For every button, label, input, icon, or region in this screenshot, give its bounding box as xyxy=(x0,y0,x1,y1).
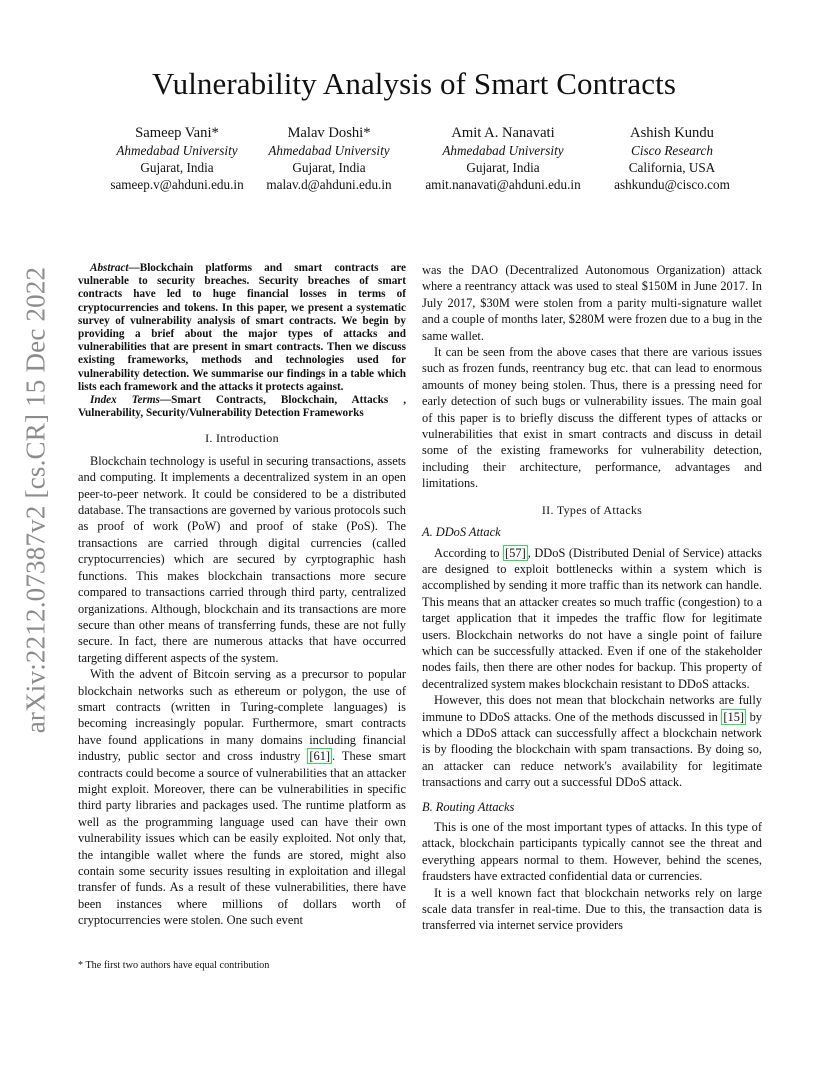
arxiv-identifier: arXiv:2212.07387v2 [cs.CR] 15 Dec 2022 xyxy=(20,266,51,734)
paragraph xyxy=(422,692,762,790)
index-terms-text: —Smart Contracts, Blockchain, Attacks , Vulnerability, Security/Vulnerability Detection Frameworks xyxy=(78,394,406,420)
paragraph-text: With the advent of Bitcoin serving as a precursor to popular blockchain networks such as ethereum or polygon, the use of smart contracts (written in Turing-complete languages) is becoming increasingly popular. Furthermore, smart contracts have found applications in many domains including financial industry, public sector and cross industry xyxy=(78,667,406,764)
author-location: Gujarat, India xyxy=(292,160,366,175)
abstract-lead: Abstract xyxy=(90,262,129,274)
right-column xyxy=(422,262,762,934)
author-name: Malav Doshi* xyxy=(287,125,371,141)
author-email: malav.d@ahduni.edu.in xyxy=(266,177,392,192)
author-name: Sameep Vani* xyxy=(135,125,219,141)
author-location: Gujarat, India xyxy=(140,160,214,175)
left-column xyxy=(78,262,406,929)
author-affiliation: Ahmedabad University xyxy=(268,143,390,158)
paragraph: It is a well known fact that blockchain networks rely on large scale data transfer in real-time. Due to this, the transaction data is transferred via internet service providers xyxy=(422,885,762,933)
author-affiliation: Ahmedabad University xyxy=(442,143,564,158)
paragraph: was the DAO (Decentralized Autonomous Organization) attack where a reentrancy attack was used to steal $150M in June 2017. In July 2017, $30M were stolen from a parity multi-signature wallet and a couple of months later, $280M were frozen due to a bug in the same wallet. xyxy=(422,263,762,343)
author-email: sameep.v@ahduni.edu.in xyxy=(110,177,244,192)
paragraph: This is one of the most important types of attacks. In this type of attack, blockchain participants typically cannot see the threat and everything appears normal to them. However, behind the scenes, fraudsters have extracted confidential data or currencies. xyxy=(422,820,762,884)
paragraph-text: , DDoS (Distributed Denial of Service) attacks are designed to exploit bottlenecks within a system which is accomplished by sending it more traffic than its network can handle. This means that an attacker creates so much traffic (congestion) to a target application that it impedes the traffic flow for legitimate users. Blockchain networks do not have a single point of failure which can be successfully attacked. Even if one of the stakeholder nodes fails, then there are other nodes for backup. This property of decentralized system makes blockchain resistant to DDoS attacks. xyxy=(422,545,762,691)
paragraph-text: . These smart contracts could become a source of vulnerabilities that an attacker might exploit. Moreover, there can be vulnerabilities in specific third party libraries and packages used. The runtime platform as well as the programming language used can have their own vulnerability issues which can be easily exploited. Not only that, the intangible wallet where the funds are stored, might also contain some security issues resulting in exploitation and illegal transfer of funds. As a result of these vulnerabilities, there have been instances where millions of dollars worth of cryptocurrencies were stolen. One such event xyxy=(78,749,406,928)
author-block xyxy=(239,125,419,193)
author-location: Gujarat, India xyxy=(466,160,540,175)
citation-link[interactable]: [61] xyxy=(309,749,331,764)
author-email: ashkundu@cisco.com xyxy=(614,177,730,192)
paragraph: It can be seen from the above cases that there are various issues such as frozen funds, reentrancy bug etc. that can lead to enormous amounts of money being stolen. Thus, there is a pressing need for early detection of such bugs or vulnerability issues. The main goal of this paper is to briefly discuss the different types of attacks or vulnerabilities that exist in smart contracts and discuss in detail some of the existing frameworks for vulnerability detection, including their architecture, performance, advantages and limitations. xyxy=(422,345,762,491)
author-location: California, USA xyxy=(628,160,716,175)
author-affiliation: Cisco Research xyxy=(631,143,713,158)
paragraph xyxy=(422,545,762,693)
author-block xyxy=(582,125,762,193)
citation-link[interactable]: [57] xyxy=(505,545,526,560)
footnote: * The first two authors have equal contribution xyxy=(78,960,270,971)
subsection-heading-ddos: A. DDoS Attack xyxy=(422,525,501,540)
author-name: Amit A. Nanavati xyxy=(451,125,555,141)
section-heading-introduction: I. Introduction xyxy=(205,431,279,446)
arxiv-sidebar xyxy=(22,250,50,750)
author-email: amit.nanavati@ahduni.edu.in xyxy=(425,177,581,192)
paragraph-text: According to xyxy=(434,545,504,560)
paragraph-text: by which a DDoS attack can successfully affect a blockchain network is by flooding the blockchain with spam transactions. By doing so, an attacker can reduce network's availability for legitimate transactions and carry out a successful DDoS attack. xyxy=(422,709,762,790)
author-affiliation: Ahmedabad University xyxy=(116,143,238,158)
abstract-text: —Blockchain platforms and smart contracts are vulnerable to security breaches. Security breaches of smart contracts have led to huge financial losses in terms of cryptocurrencies and tokens. In this paper, we present a systematic survey of vulnerability analysis of smart contracts. We begin by providing a brief about the major types of attacks and vulnerabilities that are present in smart contracts. Then we discuss existing frameworks, methods and technologies used for vulnerability detection. We summarise our findings in a table which lists each framework and the attacks it protects against. xyxy=(78,262,406,393)
abstract xyxy=(78,262,406,394)
paragraph: Blockchain technology is useful in securing transactions, assets and computing. It implements a decentralized system in an open peer-to-peer network. It could be considered to be a distributed database. The transactions are governed by various protocols such as proof of work (PoW) and proof of stake (PoS). The transactions are carried through digital currencies (called cryptocurrencies) which are secured by cyrptographic hash functions. This makes blockchain transactions more secure compared to transactions carried through third party, centralized organizations. Although, blockchain and its transactions are more secure than other means of transferring funds, these are not fully secure. In fact, there are numerous attacks that have occurred targeting different aspects of the system. xyxy=(78,453,406,665)
author-name: Ashish Kundu xyxy=(630,125,714,141)
author-block xyxy=(413,125,593,193)
citation-link[interactable]: [15] xyxy=(723,709,745,724)
subsection-heading-routing: B. Routing Attacks xyxy=(422,799,515,814)
paper-title: Vulnerability Analysis of Smart Contracts xyxy=(151,66,676,101)
index-terms xyxy=(78,394,406,420)
section-heading-types-of-attacks: II. Types of Attacks xyxy=(541,502,643,517)
index-terms-lead: Index Terms xyxy=(90,394,160,407)
paragraph-text: However, this does not mean that blockchain networks are fully immune to DDoS attacks. One of the methods discussed in xyxy=(422,693,762,724)
paragraph xyxy=(78,666,406,929)
